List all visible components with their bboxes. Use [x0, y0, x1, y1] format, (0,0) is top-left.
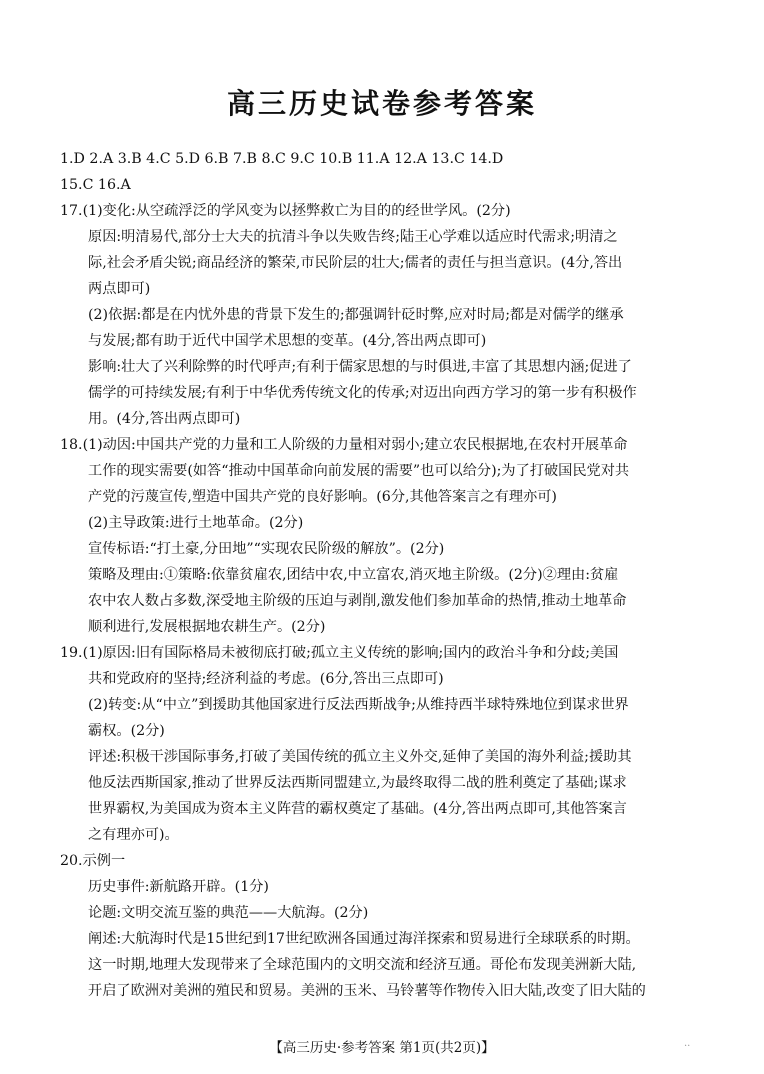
text-line: 顺利进行,发展根据地农耕生产。(2分): [88, 619, 326, 635]
text-line: 影响:壮大了兴利除弊的时代呼声;有利于儒家思想的与时俱进,丰富了其思想内涵;促进了: [88, 359, 632, 375]
corner-mark: ..: [684, 1038, 691, 1049]
text-line: 宣传标语:“打土豪,分田地”“实现农民阶级的解放”。(2分): [88, 541, 445, 557]
text-line: 这一时期,地理大发现带来了全球范围内的文明交流和经济互通。哥伦布发现美洲新大陆,: [88, 957, 637, 973]
text-line: 历史事件:新航路开辟。(1分): [88, 879, 269, 895]
text-line: 1.D 2.A 3.B 4.C 5.D 6.B 7.B 8.C 9.C 10.B 11.A 12.A 13.C 14.D: [60, 151, 504, 167]
text-line: 20.示例一: [60, 853, 126, 869]
text-line: 策略及理由:①策略:依靠贫雇农,团结中农,中立富农,消灭地主阶级。(2分)②理由:贫雇: [88, 567, 619, 583]
text-line: 世界霸权,为美国成为资本主义阵营的霸权奠定了基础。(4分,答出两点即可,其他答案言: [88, 801, 627, 817]
text-line: 农中农人数占多数,深受地主阶级的压迫与剥削,激发他们参加革命的热情,推动土地革命: [88, 593, 627, 609]
text-line: 工作的现实需要(如答“推动中国革命向前发展的需要”也可以给分);为了打破国民党对共: [88, 463, 630, 479]
text-line: 15.C 16.A: [60, 177, 131, 193]
page-footer: 【高三历史·参考答案 第1页(共2页)】: [269, 1040, 495, 1056]
text-line: 他反法西斯国家,推动了世界反法西斯同盟建立,为最终取得二战的胜利奠定了基础;谋求: [88, 775, 627, 791]
text-line: 产党的污蔑宣传,塑造中国共产党的良好影响。(6分,其他答案言之有理亦可): [88, 489, 557, 505]
text-line: (2)依据:都是在内忧外患的背景下发生的;都强调针砭时弊,应对时局;都是对儒学的继承: [88, 307, 624, 323]
text-line: 原因:明清易代,部分士大夫的抗清斗争以失败告终;陆王心学难以适应时代需求;明清之: [88, 229, 618, 245]
text-line: 两点即可): [88, 281, 151, 297]
text-line: 17.(1)变化:从空疏浮泛的学风变为以拯弊救亡为目的的经世学风。(2分): [60, 203, 511, 219]
text-line: 际,社会矛盾尖锐;商品经济的繁荣,市民阶层的壮大;儒者的责任与担当意识。(4分,答出: [88, 255, 623, 271]
text-line: 18.(1)动因:中国共产党的力量和工人阶级的力量相对弱小;建立农民根据地,在农村开展革命: [60, 437, 628, 453]
answer-content: [60, 146, 710, 1004]
text-line: 共和党政府的坚持;经济利益的考虑。(6分,答出三点即可): [88, 671, 444, 687]
text-line: 论题:文明交流互鉴的典范——大航海。(2分): [88, 905, 369, 921]
text-line: (2)转变:从“中立”到援助其他国家进行反法西斯战争;从维持西半球特殊地位到谋求世界: [88, 697, 629, 713]
text-line: (2)主导政策:进行土地革命。(2分): [88, 515, 304, 531]
text-line: 儒学的可持续发展;有利于中华优秀传统文化的传承;对迈出向西方学习的第一步有积极作: [88, 385, 637, 401]
text-line: 之有理亦可)。: [88, 827, 179, 843]
text-line: 与发展;都有助于近代中国学术思想的变革。(4分,答出两点即可): [88, 333, 487, 349]
text-line: 开启了欧洲对美洲的殖民和贸易。美洲的玉米、马铃薯等作物传入旧大陆,改变了旧大陆的: [88, 983, 646, 999]
text-line: 阐述:大航海时代是15世纪到17世纪欧洲各国通过海洋探索和贸易进行全球联系的时期。: [88, 931, 640, 947]
text-line: 用。(4分,答出两点即可): [88, 411, 241, 427]
text-line: 评述:积极干涉国际事务,打破了美国传统的孤立主义外交,延伸了美国的海外利益;援助其: [88, 749, 632, 765]
text-line: 霸权。(2分): [88, 723, 165, 739]
text-line: 19.(1)原因:旧有国际格局未被彻底打破;孤立主义传统的影响;国内的政治斗争和分歧;美国: [60, 645, 619, 661]
page-title: 高三历史试卷参考答案: [226, 87, 537, 120]
